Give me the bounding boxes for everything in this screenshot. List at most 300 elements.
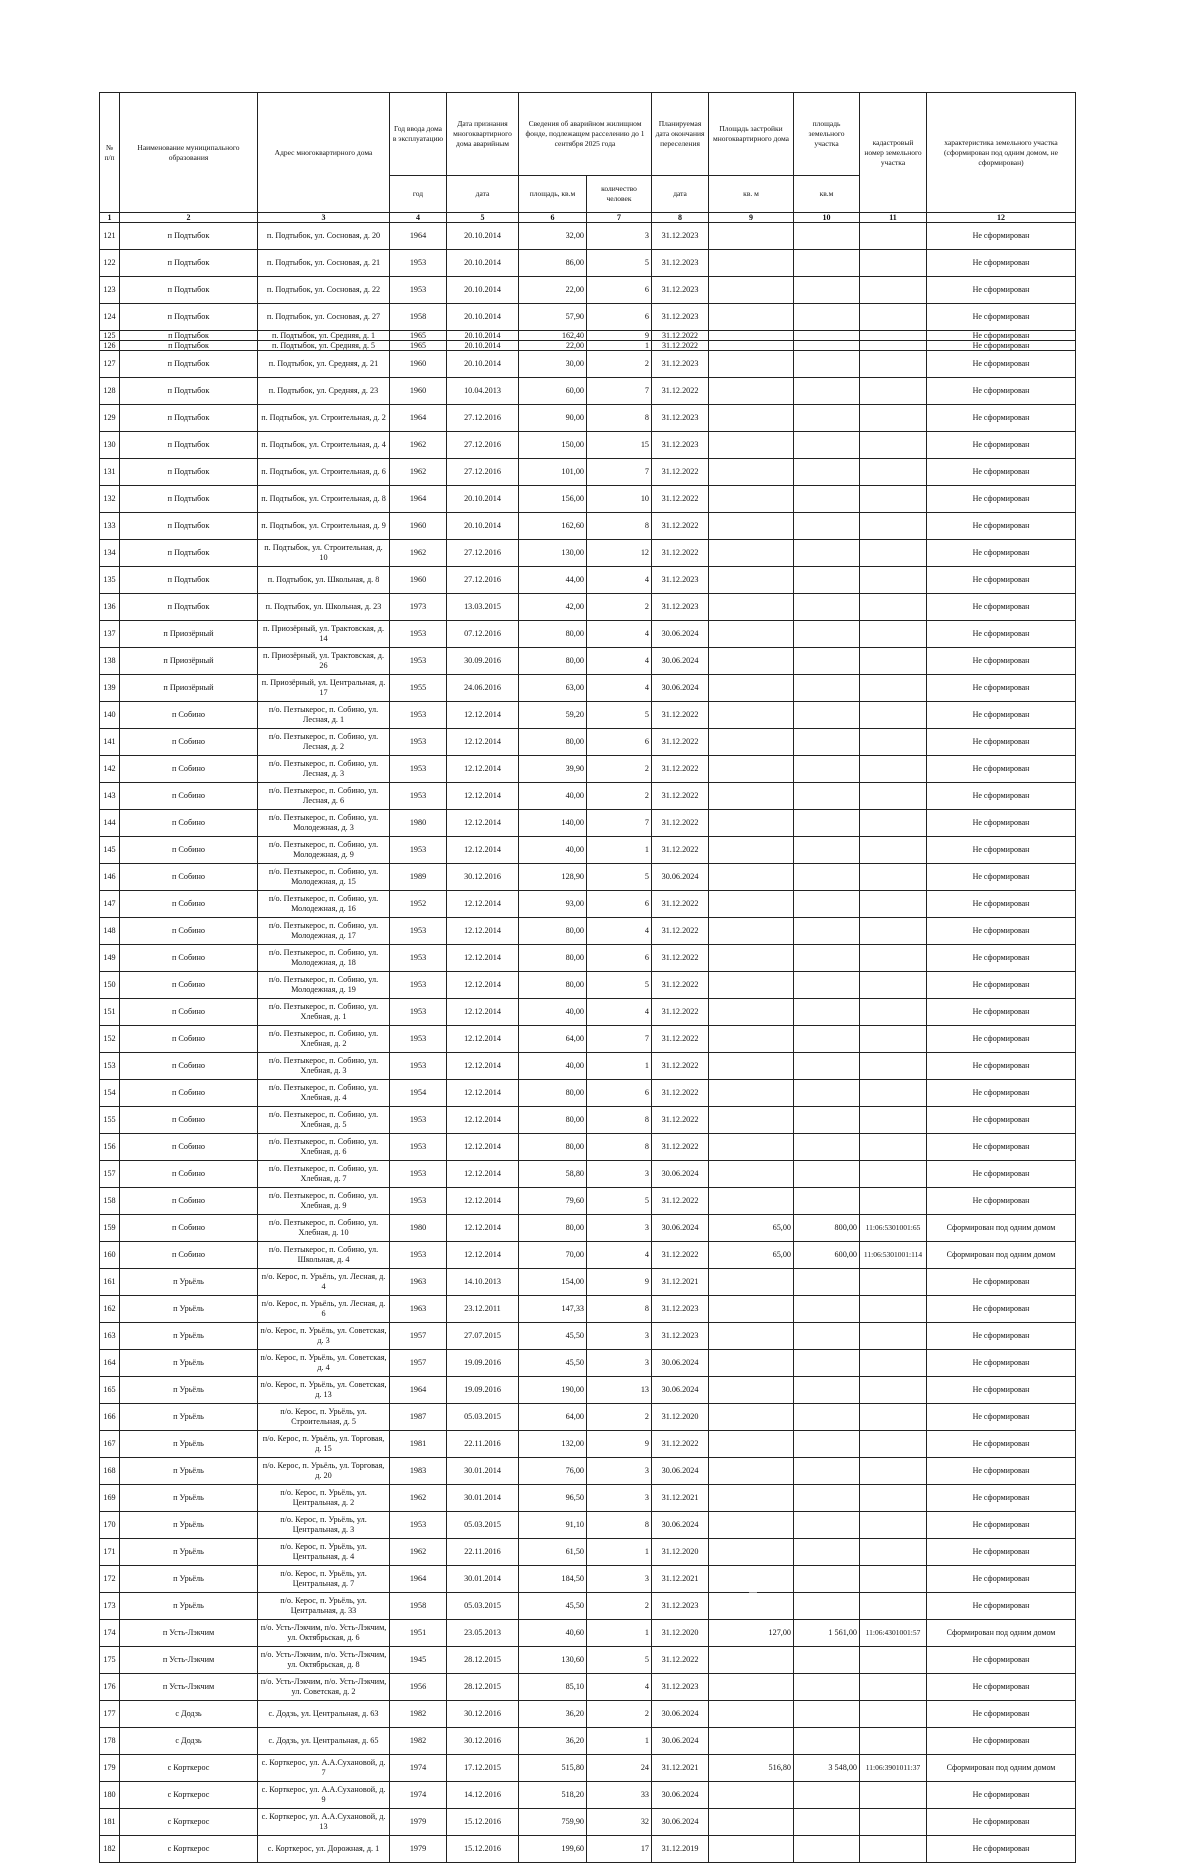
address-cell: п/о. Пезтыкерос, п. Собино, ул. Молодежная, д. 16 (258, 891, 390, 918)
area-cell: 140,00 (519, 810, 587, 837)
people-cell: 6 (587, 1080, 652, 1107)
land-area-cell (794, 1404, 860, 1431)
people-cell: 7 (587, 810, 652, 837)
header-municipality: Наименование муниципального образования (120, 93, 258, 213)
recognition-date-cell: 15.12.2016 (447, 1809, 519, 1836)
municipality-cell: п Подтыбок (120, 351, 258, 378)
plan-date-cell: 30.06.2024 (652, 1701, 709, 1728)
building-area-cell (709, 702, 794, 729)
year-cell: 1952 (390, 891, 447, 918)
area-cell: 40,00 (519, 783, 587, 810)
people-cell: 7 (587, 459, 652, 486)
municipality-cell: с Додзь (120, 1701, 258, 1728)
area-cell: 93,00 (519, 891, 587, 918)
year-cell: 1964 (390, 405, 447, 432)
land-status-cell: Не сформирован (927, 1647, 1076, 1674)
row-number: 152 (100, 1026, 120, 1053)
land-status-cell: Не сформирован (927, 459, 1076, 486)
people-cell: 5 (587, 250, 652, 277)
row-number: 137 (100, 621, 120, 648)
area-cell: 515,80 (519, 1755, 587, 1782)
cadastral-cell (860, 1026, 927, 1053)
land-area-cell (794, 304, 860, 331)
address-cell: п. Подтыбок, ул. Сосновая, д. 22 (258, 277, 390, 304)
area-cell: 154,00 (519, 1269, 587, 1296)
year-cell: 1974 (390, 1755, 447, 1782)
row-number: 168 (100, 1458, 120, 1485)
plan-date-cell: 31.12.2022 (652, 378, 709, 405)
table-row (100, 486, 1076, 513)
land-status-cell: Не сформирован (927, 1080, 1076, 1107)
land-area-cell (794, 567, 860, 594)
column-number: 7 (587, 213, 652, 223)
land-status-cell: Не сформирован (927, 621, 1076, 648)
recognition-date-cell: 27.07.2015 (447, 1323, 519, 1350)
plan-date-cell: 31.12.2022 (652, 1242, 709, 1269)
subheader-building-area: кв. м (709, 176, 794, 213)
land-status-cell: Не сформирован (927, 1539, 1076, 1566)
address-cell: п/о. Пезтыкерос, п. Собино, ул. Молодежная, д. 18 (258, 945, 390, 972)
land-status-cell: Не сформирован (927, 1026, 1076, 1053)
municipality-cell: с Додзь (120, 1728, 258, 1755)
land-status-cell: Сформирован под одним домом (927, 1755, 1076, 1782)
area-cell: 30,00 (519, 351, 587, 378)
table-row (100, 1728, 1076, 1755)
land-area-cell (794, 1485, 860, 1512)
people-cell: 6 (587, 729, 652, 756)
recognition-date-cell: 12.12.2014 (447, 702, 519, 729)
table-row (100, 1269, 1076, 1296)
land-status-cell: Не сформирован (927, 277, 1076, 304)
row-number: 176 (100, 1674, 120, 1701)
municipality-cell: п Подтыбок (120, 378, 258, 405)
building-area-cell (709, 341, 794, 351)
municipality-cell: п Собино (120, 918, 258, 945)
plan-date-cell: 31.12.2022 (652, 540, 709, 567)
people-cell: 12 (587, 540, 652, 567)
people-cell: 8 (587, 513, 652, 540)
cadastral-cell (860, 1809, 927, 1836)
table-row (100, 729, 1076, 756)
people-cell: 32 (587, 1809, 652, 1836)
municipality-cell: п Собино (120, 999, 258, 1026)
municipality-cell: п Подтыбок (120, 341, 258, 351)
building-area-cell (709, 648, 794, 675)
table-row (100, 1350, 1076, 1377)
cadastral-cell (860, 837, 927, 864)
address-cell: п. Подтыбок, ул. Школьная, д. 23 (258, 594, 390, 621)
table-row (100, 459, 1076, 486)
row-number: 134 (100, 540, 120, 567)
land-status-cell: Сформирован под одним домом (927, 1242, 1076, 1269)
land-area-cell (794, 1647, 860, 1674)
building-area-cell (709, 223, 794, 250)
plan-date-cell: 31.12.2023 (652, 1593, 709, 1620)
people-cell: 6 (587, 304, 652, 331)
table-row (100, 756, 1076, 783)
plan-date-cell: 30.06.2024 (652, 1458, 709, 1485)
cadastral-cell (860, 756, 927, 783)
people-cell: 3 (587, 223, 652, 250)
recognition-date-cell: 20.10.2014 (447, 351, 519, 378)
land-status-cell: Не сформирован (927, 783, 1076, 810)
recognition-date-cell: 10.04.2013 (447, 378, 519, 405)
recognition-date-cell: 12.12.2014 (447, 1161, 519, 1188)
area-cell: 64,00 (519, 1404, 587, 1431)
land-status-cell: Не сформирован (927, 341, 1076, 351)
cadastral-cell (860, 351, 927, 378)
land-status-cell: Не сформирован (927, 1458, 1076, 1485)
row-number: 146 (100, 864, 120, 891)
year-cell: 1954 (390, 1080, 447, 1107)
table-row (100, 1701, 1076, 1728)
cadastral-cell (860, 1107, 927, 1134)
area-cell: 80,00 (519, 945, 587, 972)
municipality-cell: п Подтыбок (120, 594, 258, 621)
row-number: 131 (100, 459, 120, 486)
row-number: 125 (100, 331, 120, 341)
land-status-cell: Не сформирован (927, 1323, 1076, 1350)
land-area-cell (794, 540, 860, 567)
recognition-date-cell: 22.11.2016 (447, 1431, 519, 1458)
cadastral-cell (860, 1485, 927, 1512)
recognition-date-cell: 12.12.2014 (447, 729, 519, 756)
address-cell: п. Подтыбок, ул. Средняя, д. 21 (258, 351, 390, 378)
area-cell: 96,50 (519, 1485, 587, 1512)
land-status-cell: Не сформирован (927, 1701, 1076, 1728)
cadastral-cell: 11:06:3901011:37 (860, 1755, 927, 1782)
table-row (100, 1647, 1076, 1674)
table-row (100, 1107, 1076, 1134)
table-row (100, 1539, 1076, 1566)
recognition-date-cell: 20.10.2014 (447, 486, 519, 513)
land-status-cell: Не сформирован (927, 331, 1076, 341)
plan-date-cell: 30.06.2024 (652, 1215, 709, 1242)
plan-date-cell: 31.12.2023 (652, 277, 709, 304)
plan-date-cell: 30.06.2024 (652, 675, 709, 702)
plan-date-cell: 31.12.2020 (652, 1620, 709, 1647)
plan-date-cell: 31.12.2022 (652, 972, 709, 999)
land-area-cell (794, 1431, 860, 1458)
year-cell: 1953 (390, 1107, 447, 1134)
row-number: 156 (100, 1134, 120, 1161)
address-cell: п. Подтыбок, ул. Строительная, д. 6 (258, 459, 390, 486)
people-cell: 8 (587, 1512, 652, 1539)
recognition-date-cell: 30.01.2014 (447, 1458, 519, 1485)
recognition-date-cell: 17.12.2015 (447, 1755, 519, 1782)
row-number: 135 (100, 567, 120, 594)
cadastral-cell (860, 223, 927, 250)
cadastral-cell (860, 540, 927, 567)
area-cell: 147,33 (519, 1296, 587, 1323)
plan-date-cell: 31.12.2022 (652, 1026, 709, 1053)
area-cell: 86,00 (519, 250, 587, 277)
year-cell: 1953 (390, 999, 447, 1026)
plan-date-cell: 31.12.2022 (652, 1107, 709, 1134)
land-area-cell (794, 999, 860, 1026)
area-cell: 156,00 (519, 486, 587, 513)
recognition-date-cell: 27.12.2016 (447, 567, 519, 594)
land-status-cell: Не сформирован (927, 1350, 1076, 1377)
subheader-people: количество человек (587, 176, 652, 213)
land-status-cell: Не сформирован (927, 1296, 1076, 1323)
recognition-date-cell: 30.01.2014 (447, 1485, 519, 1512)
address-cell: п. Приозёрный, ул. Трактовская, д. 14 (258, 621, 390, 648)
address-cell: п/о. Пезтыкерос, п. Собино, ул. Хлебная, д. 6 (258, 1134, 390, 1161)
people-cell: 33 (587, 1782, 652, 1809)
table-body (100, 223, 1076, 1863)
people-cell: 3 (587, 1566, 652, 1593)
area-cell: 132,00 (519, 1431, 587, 1458)
land-status-cell: Не сформирован (927, 432, 1076, 459)
people-cell: 2 (587, 594, 652, 621)
municipality-cell: п Подтыбок (120, 432, 258, 459)
municipality-cell: п Приозёрный (120, 648, 258, 675)
plan-date-cell: 31.12.2020 (652, 1404, 709, 1431)
land-area-cell (794, 1458, 860, 1485)
building-area-cell (709, 1836, 794, 1863)
plan-date-cell: 31.12.2022 (652, 999, 709, 1026)
year-cell: 1962 (390, 1485, 447, 1512)
address-cell: п/о. Усть-Лэкчим, п/о. Усть-Лэкчим, ул. Октябрьская, д. 8 (258, 1647, 390, 1674)
table-row (100, 1620, 1076, 1647)
year-cell: 1953 (390, 1161, 447, 1188)
header-land-characteristic: характеристика земельного участка (сформирован под одним домом, не сформирован) (927, 93, 1076, 213)
building-area-cell (709, 1053, 794, 1080)
municipality-cell: п Подтыбок (120, 304, 258, 331)
area-cell: 45,50 (519, 1593, 587, 1620)
year-cell: 1980 (390, 1215, 447, 1242)
area-cell: 59,20 (519, 702, 587, 729)
area-cell: 64,00 (519, 1026, 587, 1053)
building-area-cell (709, 1377, 794, 1404)
year-cell: 1962 (390, 1539, 447, 1566)
table-row (100, 405, 1076, 432)
municipality-cell: п Собино (120, 1242, 258, 1269)
plan-date-cell: 31.12.2022 (652, 1431, 709, 1458)
year-cell: 1973 (390, 594, 447, 621)
plan-date-cell: 30.06.2024 (652, 1377, 709, 1404)
municipality-cell: п Собино (120, 1080, 258, 1107)
people-cell: 3 (587, 1350, 652, 1377)
people-cell: 1 (587, 1620, 652, 1647)
year-cell: 1958 (390, 1593, 447, 1620)
recognition-date-cell: 30.12.2016 (447, 1728, 519, 1755)
table-row (100, 1188, 1076, 1215)
area-cell: 80,00 (519, 729, 587, 756)
header-recognition-date: Дата признания многоквартирного дома аварийным (447, 93, 519, 176)
land-area-cell (794, 972, 860, 999)
people-cell: 4 (587, 999, 652, 1026)
plan-date-cell: 31.12.2023 (652, 223, 709, 250)
land-status-cell: Не сформирован (927, 223, 1076, 250)
plan-date-cell: 30.06.2024 (652, 864, 709, 891)
area-cell: 80,00 (519, 1080, 587, 1107)
area-cell: 79,60 (519, 1188, 587, 1215)
year-cell: 1953 (390, 972, 447, 999)
land-status-cell: Не сформирован (927, 1782, 1076, 1809)
building-area-cell (709, 1647, 794, 1674)
building-area-cell (709, 331, 794, 341)
table-row (100, 304, 1076, 331)
area-cell: 130,00 (519, 540, 587, 567)
recognition-date-cell: 27.12.2016 (447, 459, 519, 486)
land-area-cell (794, 1350, 860, 1377)
municipality-cell: п Подтыбок (120, 513, 258, 540)
table-row (100, 972, 1076, 999)
area-cell: 80,00 (519, 972, 587, 999)
column-number: 10 (794, 213, 860, 223)
year-cell: 1953 (390, 1188, 447, 1215)
land-area-cell (794, 675, 860, 702)
table-row (100, 1296, 1076, 1323)
land-area-cell (794, 1161, 860, 1188)
cadastral-cell (860, 1134, 927, 1161)
area-cell: 759,90 (519, 1809, 587, 1836)
land-area-cell (794, 783, 860, 810)
address-cell: п/о. Керос, п. Урьёль, ул. Центральная, д. 2 (258, 1485, 390, 1512)
recognition-date-cell: 19.09.2016 (447, 1377, 519, 1404)
people-cell: 8 (587, 1134, 652, 1161)
building-area-cell (709, 405, 794, 432)
municipality-cell: п Урьёль (120, 1593, 258, 1620)
plan-date-cell: 31.12.2023 (652, 432, 709, 459)
people-cell: 17 (587, 1836, 652, 1863)
area-cell: 150,00 (519, 432, 587, 459)
cadastral-cell (860, 1836, 927, 1863)
recognition-date-cell: 20.10.2014 (447, 341, 519, 351)
area-cell: 101,00 (519, 459, 587, 486)
table-row (100, 1026, 1076, 1053)
address-cell: п/о. Пезтыкерос, п. Собино, ул. Хлебная, д. 7 (258, 1161, 390, 1188)
table-header (100, 93, 1076, 223)
address-cell: п/о. Пезтыкерос, п. Собино, ул. Школьная, д. 4 (258, 1242, 390, 1269)
land-area-cell (794, 1377, 860, 1404)
land-status-cell: Не сформирован (927, 945, 1076, 972)
people-cell: 4 (587, 648, 652, 675)
row-number: 171 (100, 1539, 120, 1566)
address-cell: п/о. Керос, п. Урьёль, ул. Центральная, д. 33 (258, 1593, 390, 1620)
people-cell: 3 (587, 1161, 652, 1188)
people-cell: 13 (587, 1377, 652, 1404)
land-status-cell: Не сформирован (927, 864, 1076, 891)
area-cell: 32,00 (519, 223, 587, 250)
building-area-cell (709, 1431, 794, 1458)
housing-register-sheet (99, 92, 1075, 1863)
land-area-cell (794, 594, 860, 621)
building-area-cell (709, 513, 794, 540)
row-number: 161 (100, 1269, 120, 1296)
building-area-cell (709, 1593, 794, 1620)
address-cell: п/о. Пезтыкерос, п. Собино, ул. Хлебная, д. 9 (258, 1188, 390, 1215)
table-row (100, 648, 1076, 675)
people-cell: 1 (587, 837, 652, 864)
land-status-cell: Не сформирован (927, 1728, 1076, 1755)
area-cell: 162,40 (519, 331, 587, 341)
land-status-cell: Не сформирован (927, 1836, 1076, 1863)
building-area-cell (709, 1188, 794, 1215)
table-row (100, 1593, 1076, 1620)
municipality-cell: п Собино (120, 783, 258, 810)
row-number: 159 (100, 1215, 120, 1242)
building-area-cell (709, 486, 794, 513)
year-cell: 1963 (390, 1269, 447, 1296)
table-row (100, 864, 1076, 891)
header-year: Год ввода дома в эксплуатацию (390, 93, 447, 176)
row-number: 130 (100, 432, 120, 459)
column-number: 3 (258, 213, 390, 223)
table-row (100, 1512, 1076, 1539)
area-cell: 40,00 (519, 999, 587, 1026)
table-row (100, 1323, 1076, 1350)
building-area-cell (709, 1296, 794, 1323)
address-cell: п. Подтыбок, ул. Строительная, д. 8 (258, 486, 390, 513)
header-land-area: площадь земельного участка (794, 93, 860, 176)
municipality-cell: с Корткерос (120, 1809, 258, 1836)
building-area-cell (709, 1674, 794, 1701)
address-cell: с. Корткерос, ул. А.А.Сухановой, д. 9 (258, 1782, 390, 1809)
year-cell: 1962 (390, 540, 447, 567)
recognition-date-cell: 30.01.2014 (447, 1566, 519, 1593)
address-cell: п/о. Керос, п. Урьёль, ул. Центральная, д. 3 (258, 1512, 390, 1539)
address-cell: п. Подтыбок, ул. Средняя, д. 1 (258, 331, 390, 341)
building-area-cell (709, 1728, 794, 1755)
plan-date-cell: 31.12.2022 (652, 945, 709, 972)
land-status-cell: Не сформирован (927, 837, 1076, 864)
plan-date-cell: 31.12.2023 (652, 1674, 709, 1701)
cadastral-cell (860, 864, 927, 891)
land-area-cell (794, 621, 860, 648)
building-area-cell (709, 972, 794, 999)
plan-date-cell: 31.12.2021 (652, 1566, 709, 1593)
recognition-date-cell: 12.12.2014 (447, 1215, 519, 1242)
row-number: 163 (100, 1323, 120, 1350)
table-row (100, 1674, 1076, 1701)
subheader-date: дата (447, 176, 519, 213)
municipality-cell: п Собино (120, 756, 258, 783)
land-area-cell (794, 810, 860, 837)
land-status-cell: Сформирован под одним домом (927, 1215, 1076, 1242)
row-number: 182 (100, 1836, 120, 1863)
municipality-cell: п Собино (120, 972, 258, 999)
table-row (100, 1080, 1076, 1107)
land-status-cell: Не сформирован (927, 1188, 1076, 1215)
people-cell: 9 (587, 1269, 652, 1296)
land-status-cell: Сформирован под одним домом (927, 1620, 1076, 1647)
cadastral-cell (860, 513, 927, 540)
cadastral-cell (860, 250, 927, 277)
land-status-cell: Не сформирован (927, 675, 1076, 702)
plan-date-cell: 31.12.2023 (652, 1296, 709, 1323)
row-number: 154 (100, 1080, 120, 1107)
cadastral-cell (860, 1539, 927, 1566)
year-cell: 1953 (390, 783, 447, 810)
year-cell: 1965 (390, 331, 447, 341)
land-area-cell (794, 1107, 860, 1134)
address-cell: п. Приозёрный, ул. Центральная, д. 17 (258, 675, 390, 702)
building-area-cell (709, 1458, 794, 1485)
cadastral-cell (860, 702, 927, 729)
land-status-cell: Не сформирован (927, 1674, 1076, 1701)
row-number: 133 (100, 513, 120, 540)
people-cell: 2 (587, 783, 652, 810)
address-cell: п/о. Керос, п. Урьёль, ул. Торговая, д. 20 (258, 1458, 390, 1485)
plan-date-cell: 31.12.2022 (652, 756, 709, 783)
municipality-cell: п Подтыбок (120, 223, 258, 250)
address-cell: п/о. Керос, п. Урьёль, ул. Торговая, д. 15 (258, 1431, 390, 1458)
plan-date-cell: 31.12.2021 (652, 1755, 709, 1782)
recognition-date-cell: 23.12.2011 (447, 1296, 519, 1323)
